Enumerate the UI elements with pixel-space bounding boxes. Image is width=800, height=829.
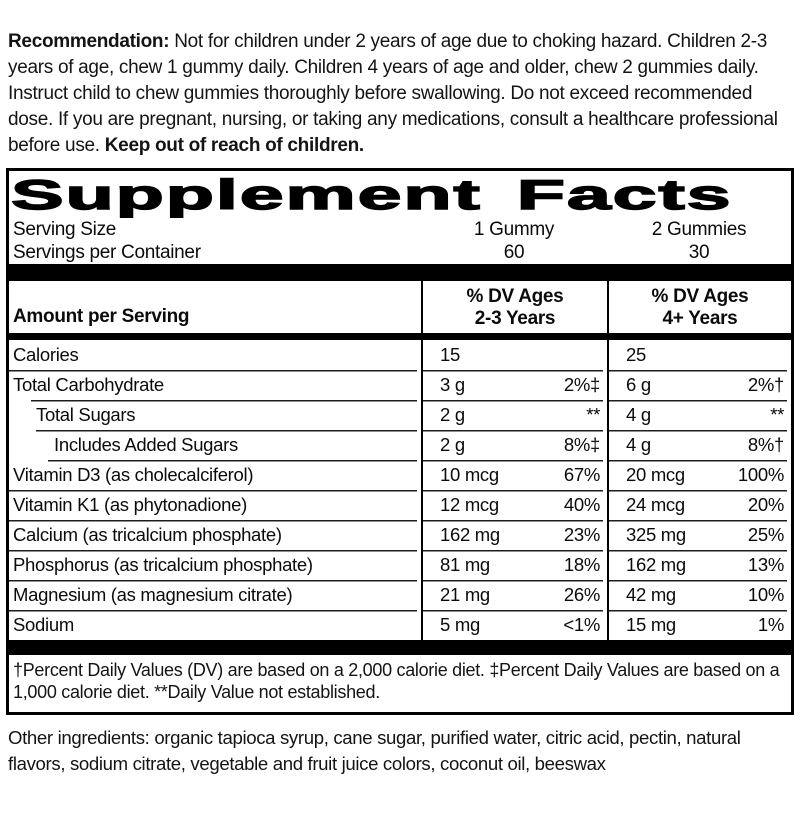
amount-4plus: 20 mcg bbox=[626, 464, 685, 485]
dv-4plus-cell bbox=[607, 490, 791, 520]
dv-2-3-cell bbox=[421, 460, 607, 490]
amount-2-3: 21 mg bbox=[440, 584, 490, 605]
nutrient-name: Total Carbohydrate bbox=[9, 370, 421, 400]
dv-4plus-cell bbox=[607, 550, 791, 580]
column-header-amount: Amount per Serving bbox=[9, 281, 421, 340]
nutrient-name: Vitamin K1 (as phytonadione) bbox=[9, 490, 421, 520]
percent-4plus: 20% bbox=[747, 494, 784, 515]
recommendation-paragraph bbox=[8, 29, 792, 159]
amount-2-3: 81 mg bbox=[440, 554, 490, 575]
nutrient-name: Total Sugars bbox=[9, 400, 421, 430]
dv-4plus-cell bbox=[607, 580, 791, 610]
amount-4plus: 42 mg bbox=[626, 584, 676, 605]
daily-value-footnote: †Percent Daily Values (DV) are based on a 2,000 calorie diet. ‡Percent Daily Values are based on a 1,000 calorie diet. **Daily Value not established. bbox=[13, 660, 780, 702]
column-header-dv-4plus bbox=[607, 281, 791, 340]
percent-4plus: 25% bbox=[747, 524, 784, 545]
amount-4plus: 25 bbox=[626, 344, 646, 365]
serving-size-value-2: 2 Gummies bbox=[651, 219, 747, 240]
nutrition-table bbox=[9, 281, 791, 640]
label-page bbox=[0, 29, 800, 777]
percent-2-3: 2%‡ bbox=[563, 374, 600, 395]
serving-info bbox=[9, 218, 791, 264]
nutrient-name: Calories bbox=[13, 344, 79, 365]
nutrient-name: Magnesium (as magnesium citrate) bbox=[9, 580, 421, 610]
recommendation-warning: Keep out of reach of children. bbox=[104, 135, 364, 156]
percent-4plus: ** bbox=[770, 404, 784, 425]
recommendation-label: Recommendation: bbox=[8, 31, 170, 52]
dv-4plus-cell bbox=[607, 340, 791, 370]
supplement-facts-title-text: Supplement Facts bbox=[11, 171, 733, 218]
amount-2-3: 12 mcg bbox=[440, 494, 499, 515]
percent-2-3: <1% bbox=[563, 614, 600, 635]
percent-4plus: 2%† bbox=[747, 374, 784, 395]
amount-2-3: 3 g bbox=[440, 374, 465, 395]
amount-2-3: 10 mcg bbox=[440, 464, 499, 485]
amount-2-3: 15 bbox=[440, 344, 460, 365]
amount-4plus: 6 g bbox=[626, 374, 651, 395]
serving-size-value-1: 1 Gummy bbox=[473, 219, 555, 240]
nutrient-name: Phosphorus (as tricalcium phosphate) bbox=[9, 550, 421, 580]
percent-4plus: 13% bbox=[747, 554, 784, 575]
amount-4plus: 4 g bbox=[626, 404, 651, 425]
percent-4plus: 100% bbox=[737, 464, 784, 485]
supplement-facts-panel bbox=[6, 168, 794, 715]
servings-per-container-value-2: 30 bbox=[688, 242, 710, 263]
amount-4plus: 15 mg bbox=[626, 614, 676, 635]
dv-4plus-cell bbox=[607, 400, 791, 430]
dv-2-3-cell bbox=[421, 340, 607, 370]
nutrient-name: Sodium bbox=[9, 610, 421, 640]
amount-4plus: 162 mg bbox=[626, 554, 686, 575]
dv-2-3-cell bbox=[421, 430, 607, 460]
amount-4plus: 325 mg bbox=[626, 524, 686, 545]
divider-bar-top bbox=[9, 264, 791, 281]
dv-4plus-cell bbox=[607, 520, 791, 550]
dv-4plus-cell bbox=[607, 430, 791, 460]
percent-2-3: 67% bbox=[563, 464, 600, 485]
dv-2-3-line2: 2-3 Years bbox=[474, 308, 556, 329]
amount-2-3: 5 mg bbox=[440, 614, 480, 635]
amount-4plus: 24 mcg bbox=[626, 494, 685, 515]
percent-4plus: 1% bbox=[757, 614, 784, 635]
dv-4plus-cell bbox=[607, 370, 791, 400]
dv-4plus-cell bbox=[607, 460, 791, 490]
servings-per-container-label: Servings per Container bbox=[13, 242, 201, 263]
dv-2-3-cell bbox=[421, 490, 607, 520]
nutrient-name: Calcium (as tricalcium phosphate) bbox=[9, 520, 421, 550]
percent-2-3: 23% bbox=[563, 524, 600, 545]
dv-2-3-cell bbox=[421, 580, 607, 610]
serving-size-label: Serving Size bbox=[13, 219, 117, 240]
dv-2-3-cell bbox=[421, 370, 607, 400]
dv-2-3-line1: % DV Ages bbox=[466, 286, 564, 307]
dv-4plus-line1: % DV Ages bbox=[651, 286, 749, 307]
percent-2-3: 8%‡ bbox=[563, 434, 600, 455]
amount-2-3: 2 g bbox=[440, 434, 465, 455]
nutrient-name: Vitamin D3 (as cholecalciferol) bbox=[9, 460, 421, 490]
column-header-dv-2-3 bbox=[421, 281, 607, 340]
dv-2-3-cell bbox=[421, 550, 607, 580]
servings-per-container-value-1: 60 bbox=[503, 242, 525, 263]
amount-2-3: 2 g bbox=[440, 404, 465, 425]
percent-4plus: 10% bbox=[747, 584, 784, 605]
nutrient-name: Includes Added Sugars bbox=[9, 430, 421, 460]
recommendation-body: Not for children under 2 years of age due to choking hazard. Children 2-3 years of age, chew 1 gummy daily. Children 4 years of age and older, chew 2 gummies daily. Instruct child to chew gummies thoroughly before swallowing. Do not exceed recommended dose. If you are pregnant, nursing, or taking any medications, consult a healthcare professional before use. bbox=[8, 31, 778, 156]
divider-bar-bottom bbox=[9, 640, 791, 655]
percent-4plus: 8%† bbox=[747, 434, 784, 455]
dv-4plus-line2: 4+ Years bbox=[662, 308, 738, 329]
percent-2-3: 26% bbox=[563, 584, 600, 605]
dv-2-3-cell bbox=[421, 520, 607, 550]
dv-2-3-cell bbox=[421, 400, 607, 430]
percent-2-3: 18% bbox=[563, 554, 600, 575]
percent-2-3: 40% bbox=[563, 494, 600, 515]
supplement-facts-title bbox=[9, 171, 791, 218]
dv-2-3-cell bbox=[421, 610, 607, 640]
amount-2-3: 162 mg bbox=[440, 524, 500, 545]
percent-2-3: ** bbox=[586, 404, 600, 425]
other-ingredients-text: Other ingredients: organic tapioca syrup, cane sugar, purified water, citric acid, pectin, natural flavors, sodium citrate, vegetable and fruit juice colors, coconut oil, beeswax bbox=[8, 727, 741, 774]
amount-4plus: 4 g bbox=[626, 434, 651, 455]
dv-4plus-cell bbox=[607, 610, 791, 640]
